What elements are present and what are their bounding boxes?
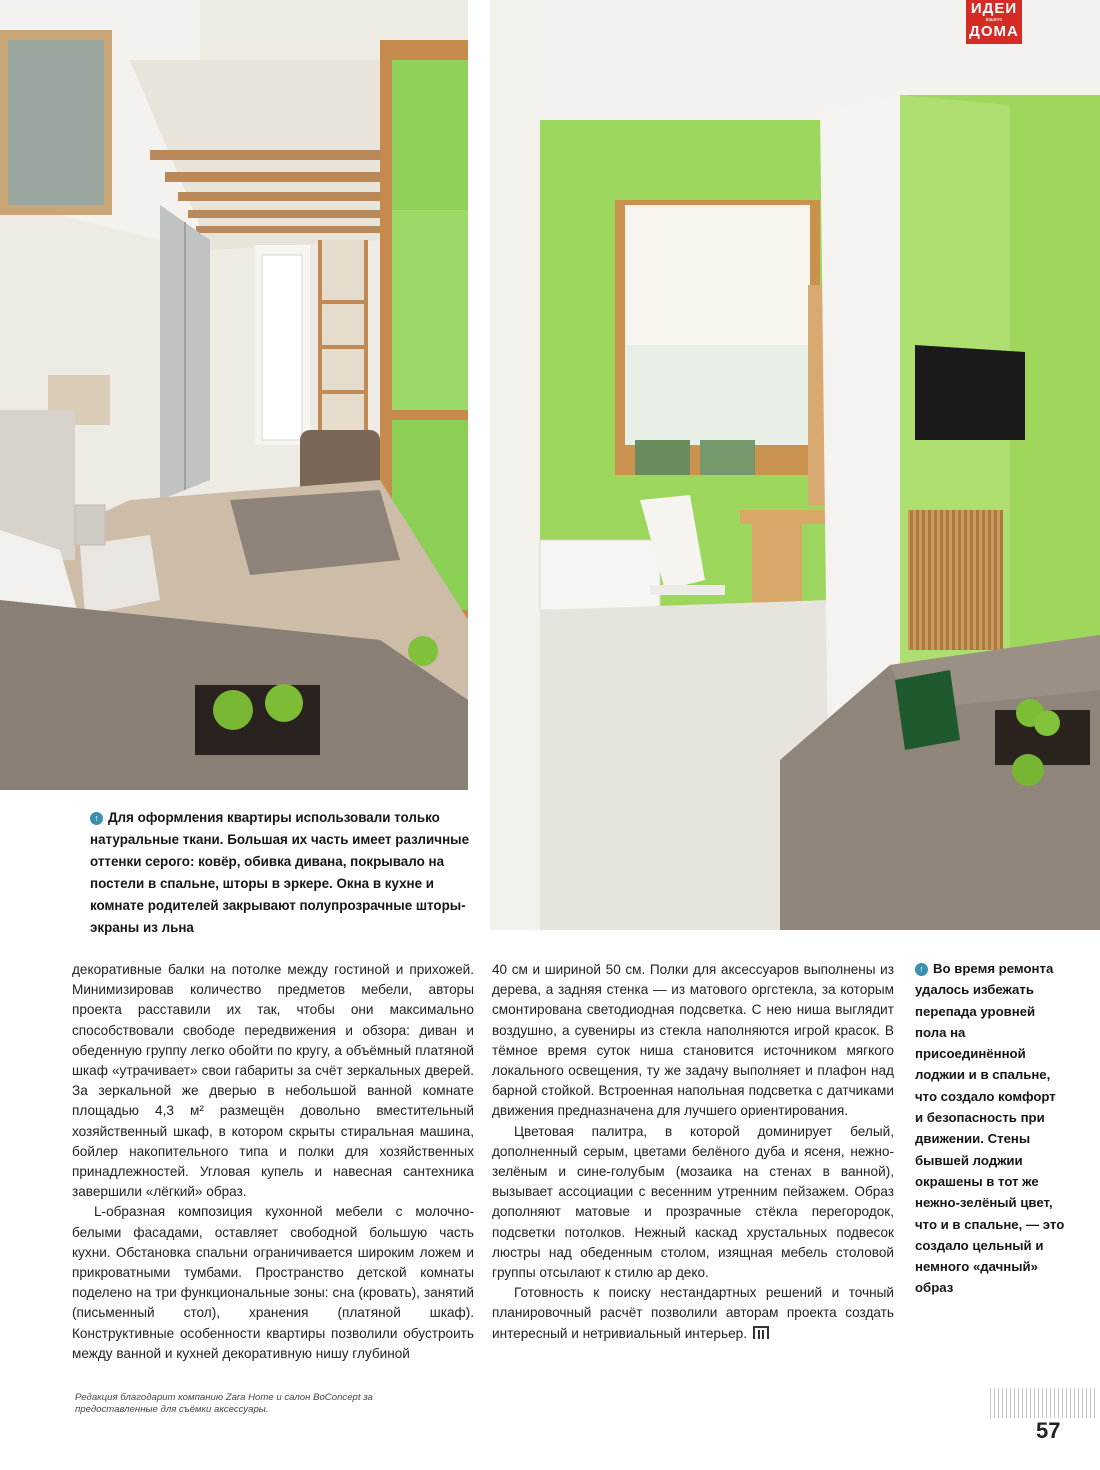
ruler-decoration <box>990 1388 1095 1418</box>
article-column-2 <box>492 960 894 1344</box>
column-2-paragraph-3-text: Готовность к поиску нестандартных решений и точный планировочный расчёт позволили авторам проекта создать интересный и нетривиальный интерьер. <box>492 1285 894 1341</box>
photo-caption-text: Для оформления квартиры использовали только натуральные ткани. Большая их часть имеет различные оттенки серого: ковёр, обивка дивана, покрывало на постели в спальне, шторы в эркере. Окна в кухне и комнате родителей закрывают полупрозрачные шторы-экраны из льна <box>90 810 470 935</box>
arrow-up-icon: ↑ <box>90 812 103 825</box>
column-1-paragraph-1: декоративные балки на потолке между гостиной и прихожей. Минимизировав количество предметов мебели, авторы проекта расставили их так, чтобы они максимально способствовали свободе передвижения и обзора: диван и обеденную группу легко обойти по кругу, а объёмный платяной шкаф «утрачивает» свои габариты за счёт зеркальных дверей. За зеркальной же дверью в небольшой ванной комнате площадью 4,3 м² размещён довольно вместительный хозяйственный шкаф, в котором скрыты стиральная машина, бойлер накопительного типа и полки для хозяйственных принадлежностей. Угловая купель и навесная сантехника завершили «лёгкий» образ. <box>72 962 474 1200</box>
end-of-article-icon <box>753 1326 769 1339</box>
arrow-up-icon: ↑ <box>915 963 928 976</box>
logo-line-3: ДОМА <box>969 23 1019 40</box>
logo-line-1: ИДЕИ <box>970 0 1018 17</box>
side-note <box>915 958 1065 1299</box>
logo-line-2: вашего <box>985 17 1003 23</box>
side-note-text: Во время ремонта удалось избежать перепада уровней пола на присоединённой лоджии и в спальне, что создало комфорт и безопасность при движении. Стены бывшей лоджии окрашены в тот же нежно-зелёный цвет, что и в спальне, — это создало цельный и немного «дачный» образ <box>915 961 1065 1296</box>
photo-bedroom-corridor <box>0 0 468 790</box>
article-column-1 <box>72 960 474 1364</box>
column-2-paragraph-3 <box>492 1283 894 1344</box>
column-2-paragraph-1: 40 см и шириной 50 см. Полки для аксессуаров выполнены из дерева, а задняя стенка — из матового оргстекла, за которым смонтирована светодиодная подсветка. С нею ниша выглядит воздушно, а сувениры из стекла наполняются игрой красок. В тёмное время суток ниша становится источником мягкого локального освещения, ту же задачу выполняет и плафон над барной стойкой. Встроенная напольная подсветка с датчиками движения предназначена для лучшего ориентирования. <box>492 962 894 1119</box>
photo-caption <box>90 807 480 939</box>
column-2-paragraph-2: Цветовая палитра, в которой доминирует белый, дополненный серым, цветами белёного дуба и ясеня, нежно-зелёным и сине-голубым (мозаика на стенах в ванной), вызывает ассоциации с весенним утренним пейзажем. Образ дополняют матовые и прозрачные стёкла перегородок, подсветки потолков. Нежный каскад хрустальных подвесок люстры над обеденным столом, изящная мебель столовой группы отсылают к стилю ар деко. <box>492 1123 894 1281</box>
page-number: 57 <box>1036 1418 1061 1443</box>
column-1-paragraph-2: L-образная композиция кухонной мебели с молочно-белыми фасадами, оставляет свободной большую часть кухни. Обстановка спальни ограничивается широким ложем и прикроватными тумбами. Пространство детской комнаты поделено на три функциональные зоны: сна (кровать), занятий (письменный стол), хранения (платяной шкаф). Конструктивные особенности квартиры позволили обустроить между ванной и кухней декоративную нишу глубиной <box>72 1204 474 1361</box>
credit-note: Редакция благодарит компанию Zara Home и салон BoConcept за предоставленные для съёмки аксессуары. <box>75 1392 373 1415</box>
photo-bedroom-loggia <box>490 0 1100 930</box>
magazine-logo <box>966 0 1022 44</box>
